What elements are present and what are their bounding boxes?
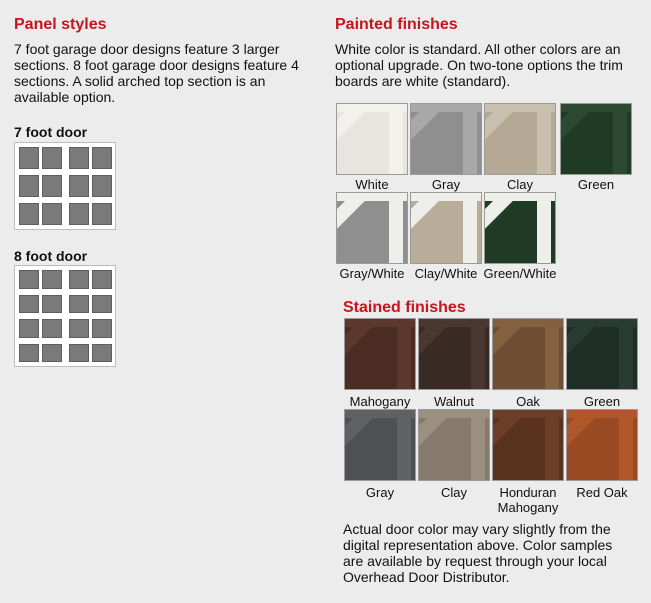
eight-foot-door-label: 8 foot door: [14, 248, 88, 264]
swatch-trim-vertical: [545, 410, 559, 480]
door-panel: [19, 270, 39, 289]
door-section: [17, 201, 113, 227]
eight-foot-door-diagram: [14, 265, 116, 367]
seven-foot-door-diagram: [14, 142, 116, 230]
finish-swatch: [344, 409, 416, 481]
door-panel: [19, 147, 39, 169]
finish-swatch-label: Walnut: [434, 394, 474, 409]
swatch-trim-vertical: [471, 410, 485, 480]
finish-swatch-label: Green/White: [483, 266, 557, 281]
door-section: [17, 145, 113, 171]
door-panel: [69, 270, 89, 289]
swatch-trim-horizontal: [561, 104, 631, 112]
swatch-trim-horizontal: [337, 104, 407, 112]
door-section: [17, 173, 113, 199]
finish-swatch-label: Green: [577, 177, 615, 192]
painted-finishes-title: Painted finishes: [335, 16, 458, 33]
finish-swatch-label: Clay: [440, 485, 467, 500]
swatch-trim-vertical: [619, 319, 633, 389]
door-panel: [92, 270, 112, 289]
swatch-trim-horizontal: [485, 193, 555, 201]
panel-styles-description: 7 foot garage door designs feature 3 larger sections. 8 foot garage door designs feature 4 sections. A solid arched top section is an available option.: [14, 41, 299, 105]
finish-swatch: [344, 318, 416, 390]
swatch-trim-horizontal: [567, 410, 637, 418]
swatch-trim-vertical: [619, 410, 633, 480]
finish-swatch: [492, 409, 564, 481]
finish-swatch-label: Clay: [506, 177, 533, 192]
swatch-trim-horizontal: [485, 104, 555, 112]
panel-styles-title: Panel styles: [14, 16, 107, 33]
door-panel: [92, 203, 112, 225]
door-panel: [42, 270, 62, 289]
swatch-trim-vertical: [397, 410, 411, 480]
door-panel: [19, 203, 39, 225]
finish-swatch: [336, 103, 408, 175]
swatch-trim-horizontal: [567, 319, 637, 327]
door-panel: [19, 175, 39, 197]
door-section: [17, 268, 113, 291]
swatch-trim-horizontal: [337, 193, 407, 201]
swatch-trim-vertical: [397, 319, 411, 389]
door-panel: [19, 319, 39, 338]
door-panel: [69, 147, 89, 169]
finish-swatch: [484, 192, 556, 264]
door-panel: [69, 295, 89, 314]
swatch-trim-vertical: [471, 319, 485, 389]
finish-swatch-label: Gray: [365, 485, 395, 500]
swatch-trim-vertical: [463, 193, 477, 263]
door-panel: [42, 319, 62, 338]
finish-swatch: [560, 103, 632, 175]
finish-swatch: [484, 103, 556, 175]
seven-foot-door-label: 7 foot door: [14, 124, 88, 140]
finish-swatch: [410, 103, 482, 175]
swatch-trim-horizontal: [345, 319, 415, 327]
door-panel: [19, 344, 39, 363]
door-panel: [42, 295, 62, 314]
finish-swatch-label: Gray: [431, 177, 461, 192]
door-panel: [19, 295, 39, 314]
finish-swatch-label: Clay/White: [414, 266, 478, 281]
color-disclaimer-note: Actual door color may vary slightly from the digital representation above. Color samples are available by request through your local Overhead Door Distributor.: [343, 521, 613, 585]
swatch-trim-vertical: [389, 193, 403, 263]
finish-swatch: [566, 409, 638, 481]
swatch-trim-vertical: [389, 104, 403, 174]
door-panel: [92, 295, 112, 314]
door-section: [17, 293, 113, 316]
door-panel: [69, 344, 89, 363]
door-panel: [92, 344, 112, 363]
finish-swatch: [418, 318, 490, 390]
finish-swatch: [336, 192, 408, 264]
finish-swatch-label: Oak: [516, 394, 540, 409]
finish-swatch-label: Red Oak: [576, 485, 628, 500]
swatch-trim-horizontal: [411, 193, 481, 201]
swatch-trim-vertical: [537, 104, 551, 174]
door-panel: [69, 175, 89, 197]
finish-swatch-label: Gray/White: [339, 266, 405, 281]
finish-swatch: [492, 318, 564, 390]
stained-finishes-title: Stained finishes: [343, 299, 466, 316]
finish-swatch-label: White: [355, 177, 389, 192]
door-panel: [42, 147, 62, 169]
finish-swatch-label: Green: [583, 394, 621, 409]
door-panel: [42, 344, 62, 363]
door-panel: [92, 319, 112, 338]
finish-swatch: [410, 192, 482, 264]
swatch-trim-vertical: [613, 104, 627, 174]
swatch-trim-horizontal: [493, 410, 563, 418]
swatch-trim-vertical: [537, 193, 551, 263]
finish-swatch-label: Honduran Mahogany: [497, 485, 559, 515]
door-panel: [92, 147, 112, 169]
door-section: [17, 342, 113, 365]
door-section: [17, 317, 113, 340]
swatch-trim-horizontal: [419, 410, 489, 418]
swatch-trim-horizontal: [345, 410, 415, 418]
finish-swatch: [418, 409, 490, 481]
swatch-trim-horizontal: [493, 319, 563, 327]
swatch-trim-horizontal: [419, 319, 489, 327]
door-panel: [69, 319, 89, 338]
swatch-trim-vertical: [545, 319, 559, 389]
finish-swatch-label: Mahogany: [349, 394, 411, 409]
door-panel: [42, 203, 62, 225]
door-panel: [92, 175, 112, 197]
painted-finishes-description: White color is standard. All other colors are an optional upgrade. On two-tone options the trim boards are white (standard).: [335, 41, 623, 89]
swatch-trim-horizontal: [411, 104, 481, 112]
door-panel: [42, 175, 62, 197]
finish-swatch: [566, 318, 638, 390]
swatch-trim-vertical: [463, 104, 477, 174]
door-panel: [69, 203, 89, 225]
